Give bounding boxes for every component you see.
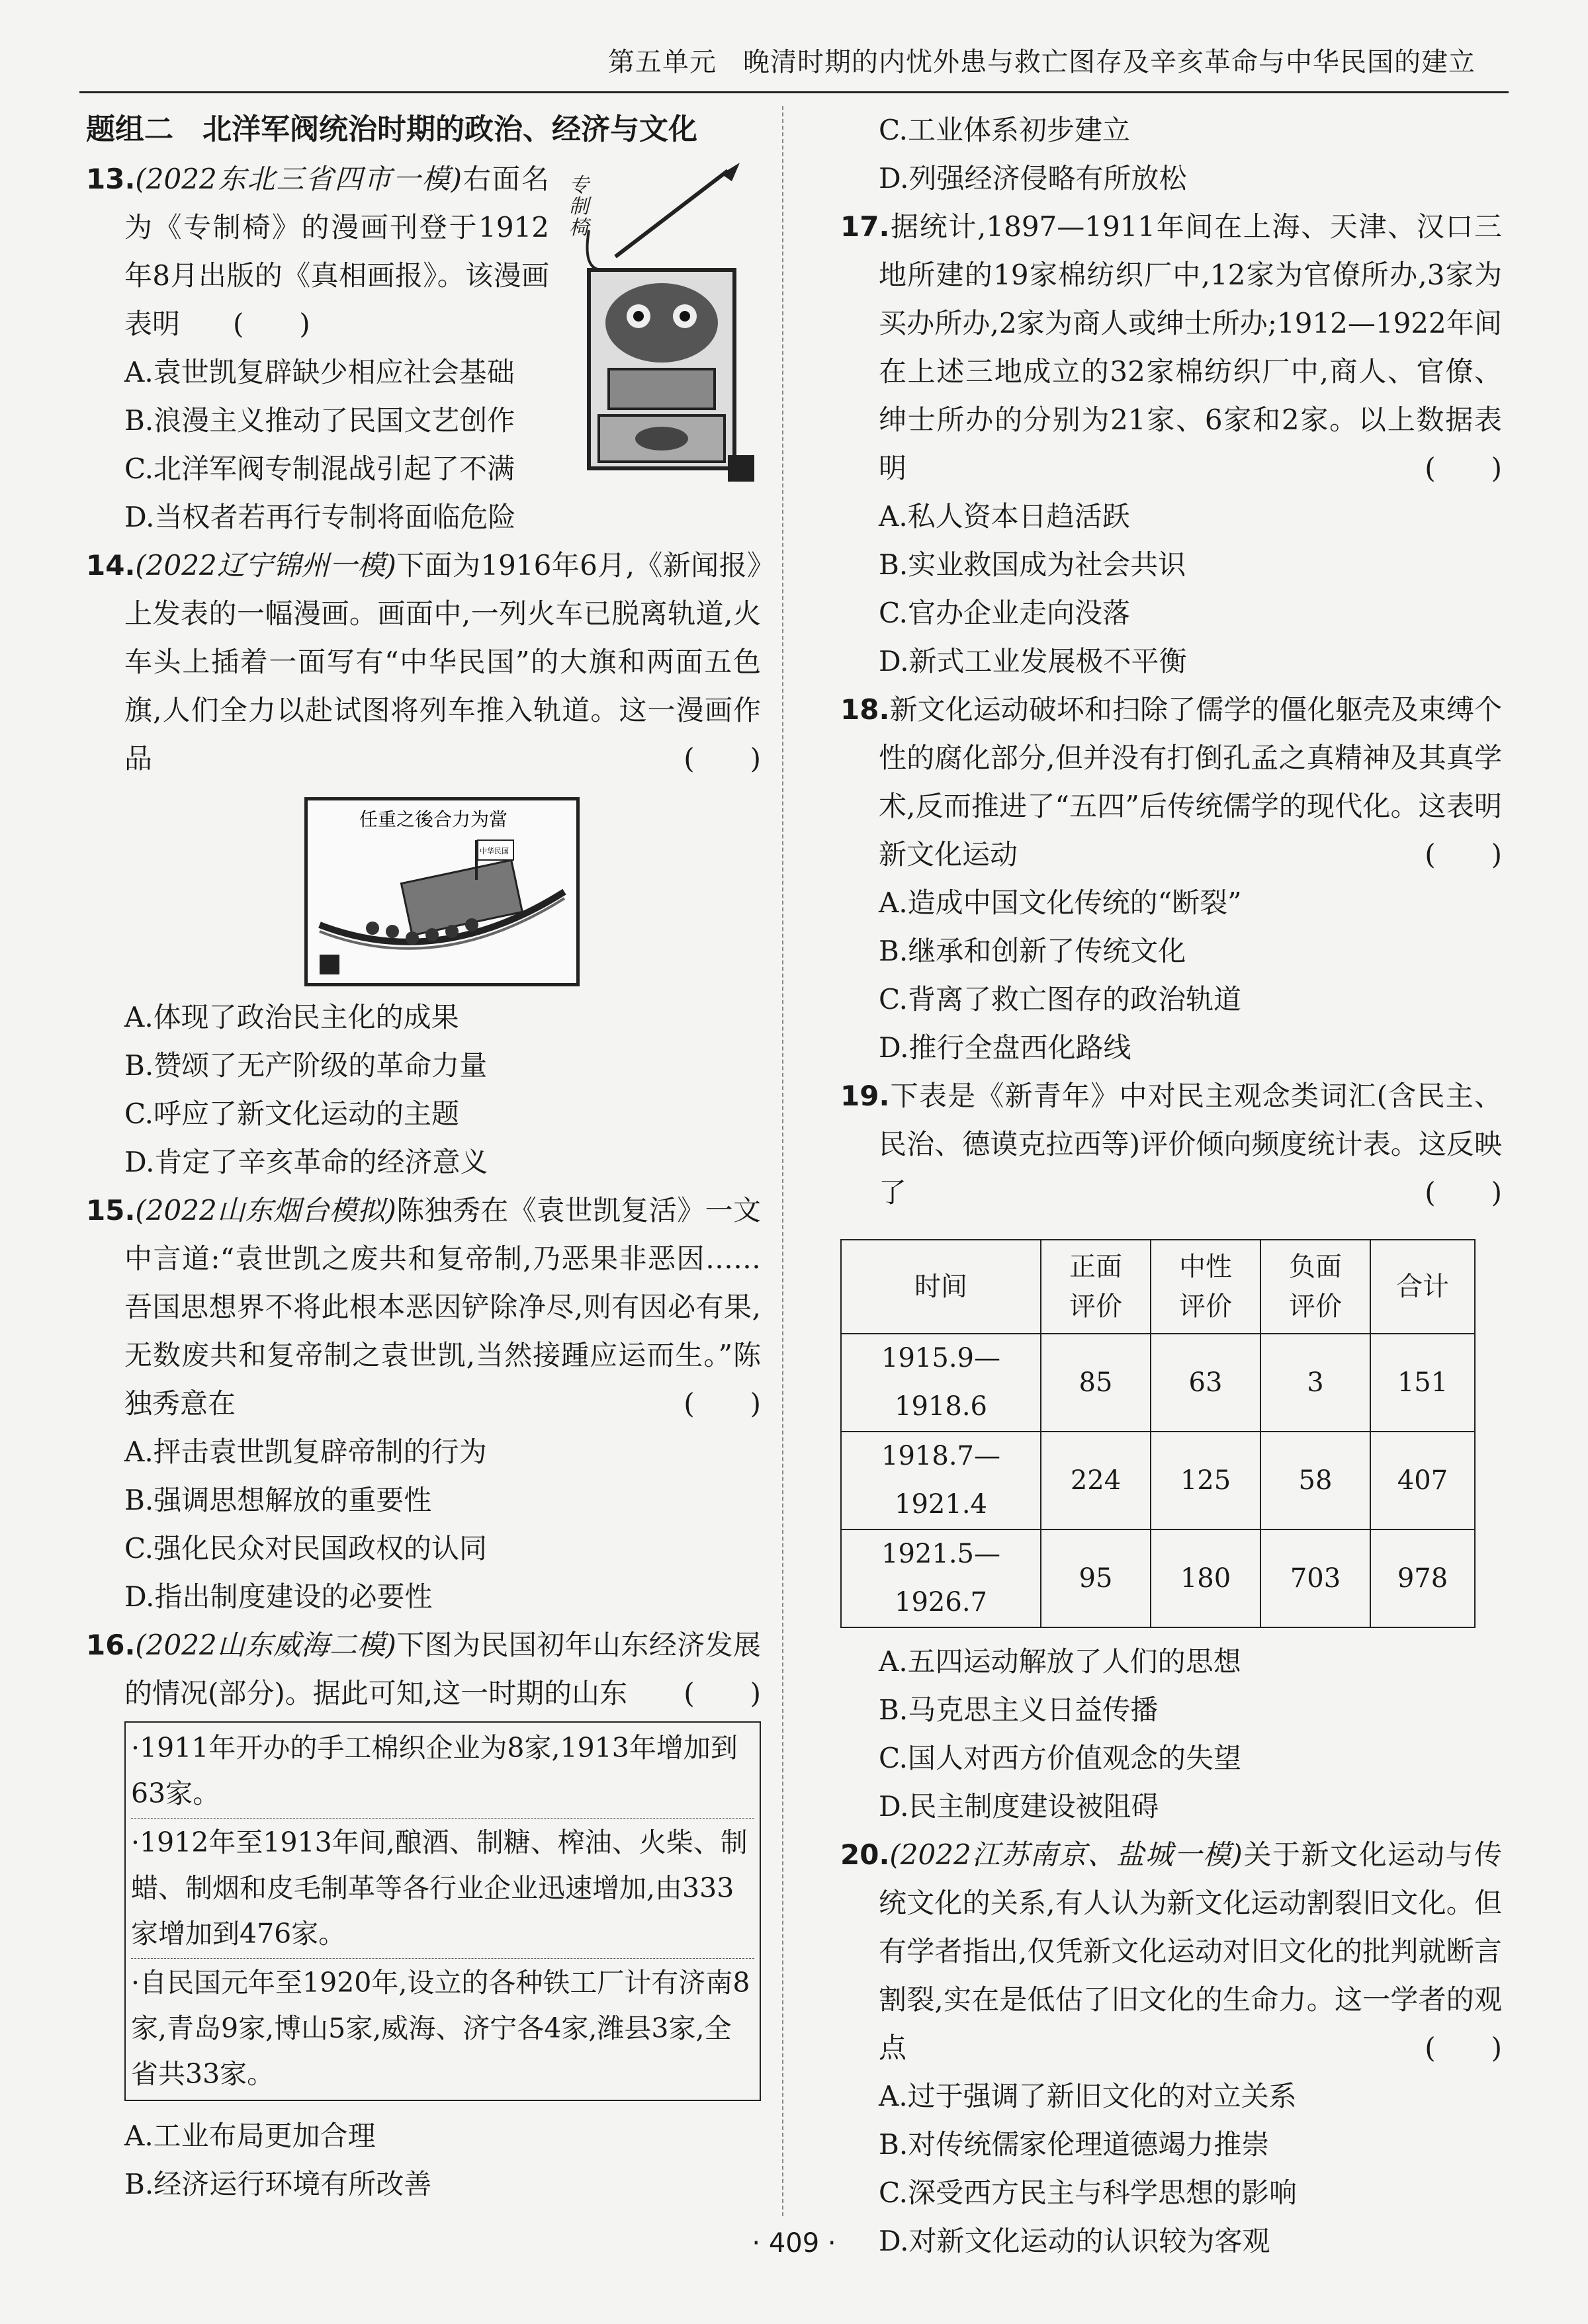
option-14-b[interactable]: B.赞颂了无产阶级的革命力量 — [124, 1049, 488, 1082]
option-16-c[interactable]: C.工业体系初步建立 — [879, 114, 1130, 146]
question-14-source: (2022辽宁锦州一模) — [135, 549, 396, 581]
question-17-stem: 据统计,1897—1911年间在上海、天津、汉口三地所建的19家棉纺织厂中,12家为官僚所办,3家为买办所办,2家为商人或绅士所办;1912—1922年间在上述三地成立的32家棉纺织厂中,商人、官僚、绅士所办的分别为21家、6家和2家。以上数据表明 — [879, 210, 1502, 484]
question-18-stem: 新文化运动破坏和扫除了儒学的僵化躯壳及束缚个性的腐化部分,但并没有打倒孔孟之真精神及其真学术,反而推进了“五四”后传统儒学的现代化。这表明新文化运动 — [879, 693, 1502, 871]
section-title: 题组二 北洋军阀统治时期的政治、经济与文化 — [86, 112, 697, 146]
option-15-c[interactable]: C.强化民众对民国政权的认同 — [124, 1532, 487, 1565]
cell-period: 1915.9—1918.6 — [841, 1334, 1041, 1432]
table-row — [841, 1432, 1475, 1529]
question-19-number: 19. — [840, 1080, 890, 1112]
question-19-stem: 下表是《新青年》中对民主观念类词汇(含民主、民治、德谟克拉西等)评价倾向频度统计表。这反映了 — [879, 1080, 1502, 1209]
left-column — [86, 106, 761, 2208]
question-18-number: 18. — [840, 693, 890, 726]
cell-positive: 95 — [1041, 1529, 1151, 1627]
cartoon-caption-13: 专制椅 — [569, 174, 589, 239]
question-17 — [840, 202, 1502, 685]
option-20-b[interactable]: B.对传统儒家伦理道德竭力推崇 — [879, 2128, 1270, 2161]
option-16-d[interactable]: D.列强经济侵略有所放松 — [879, 162, 1187, 194]
option-17-a[interactable]: A.私人资本日趋活跃 — [879, 500, 1130, 533]
question-13-stem: 右面名为《专制椅》的漫画刊登于1912年8月出版的《真相画报》。该漫画表明 — [124, 163, 549, 340]
question-15 — [86, 1186, 761, 1621]
option-13-b[interactable]: B.浪漫主义推动了民国文艺创作 — [124, 404, 515, 437]
answer-blank-17[interactable]: ( ) — [1425, 452, 1502, 484]
question-15-number: 15. — [86, 1194, 136, 1227]
running-header — [608, 41, 1476, 79]
question-20 — [840, 1830, 1502, 2265]
header-rule — [79, 91, 1509, 93]
column-divider — [782, 106, 783, 2216]
header-period: 时间 — [841, 1240, 1041, 1334]
box-rule — [131, 1958, 754, 1959]
answer-blank-14[interactable]: ( ) — [684, 742, 761, 775]
question-14-number: 14. — [86, 549, 136, 581]
answer-blank-15[interactable]: ( ) — [684, 1387, 761, 1420]
option-13-c[interactable]: C.北洋军阀专制混战引起了不满 — [124, 452, 515, 485]
option-19-b[interactable]: B.马克思主义日益传播 — [879, 1694, 1159, 1726]
table-row — [841, 1334, 1475, 1432]
cartoon-autocratic-chair — [562, 157, 761, 495]
option-18-d[interactable]: D.推行全盘西化路线 — [879, 1031, 1131, 1064]
option-19-c[interactable]: C.国人对西方价值观念的失望 — [879, 1742, 1241, 1774]
cell-negative: 703 — [1260, 1529, 1370, 1627]
question-14 — [86, 541, 761, 1186]
question-15-stem: 陈独秀在《袁世凯复活》一文中言道:“袁世凯之废共和复帝制,乃恶果非恶因……吾国思想界不将此根本恶因铲除净尽,则有因必有果,无数废共和复帝制之袁世凯,当然接踵应运而生。”陈独秀意在 — [124, 1194, 761, 1420]
cell-positive: 85 — [1041, 1334, 1151, 1432]
table-header-row — [841, 1240, 1475, 1334]
train-cartoon-icon — [304, 797, 580, 986]
option-15-a[interactable]: A.抨击袁世凯复辟帝制的行为 — [124, 1436, 487, 1468]
box-rule — [131, 1818, 754, 1819]
option-13-d[interactable]: D.当权者若再行专制将面临危险 — [124, 501, 516, 533]
question-16-source: (2022山东威海二模) — [135, 1629, 396, 1661]
option-14-d[interactable]: D.肯定了辛亥革命的经济意义 — [124, 1146, 488, 1178]
option-14-a[interactable]: A.体现了政治民主化的成果 — [124, 1001, 459, 1033]
header-neutral: 中性评价 — [1151, 1240, 1260, 1334]
question-13 — [86, 155, 761, 541]
header-total: 合计 — [1370, 1240, 1475, 1334]
question-13-source: (2022东北三省四市一模) — [135, 163, 462, 195]
option-15-b[interactable]: B.强调思想解放的重要性 — [124, 1484, 432, 1516]
cell-total: 407 — [1370, 1432, 1475, 1529]
answer-blank-16[interactable]: ( ) — [684, 1677, 761, 1709]
right-column — [840, 106, 1502, 2265]
table-row — [841, 1529, 1475, 1627]
option-16-a[interactable]: A.工业布局更加合理 — [124, 2120, 376, 2152]
cell-period: 1921.5—1926.7 — [841, 1529, 1041, 1627]
answer-blank-20[interactable]: ( ) — [1425, 2032, 1502, 2064]
box-item-1: ·1911年开办的手工棉织企业为8家,1913年增加到63家。 — [131, 1732, 738, 1809]
cell-total: 978 — [1370, 1529, 1475, 1627]
question-17-number: 17. — [840, 210, 890, 243]
option-16-b[interactable]: B.经济运行环境有所改善 — [124, 2168, 432, 2200]
option-20-a[interactable]: A.过于强调了新旧文化的对立关系 — [879, 2080, 1297, 2112]
option-14-c[interactable]: C.呼应了新文化运动的主题 — [124, 1097, 459, 1130]
cell-negative: 3 — [1260, 1334, 1370, 1432]
cell-neutral: 180 — [1151, 1529, 1260, 1627]
cell-negative: 58 — [1260, 1432, 1370, 1529]
box-item-3: ·自民国元年至1920年,设立的各种铁工厂计有济南8家,青岛9家,博山5家,威海、济宁各4家,潍县3家,全省共33家。 — [131, 1967, 750, 2090]
question-16-stem: 下图为民国初年山东经济发展的情况(部分)。据此可知,这一时期的山东 — [124, 1629, 761, 1709]
header-unit: 第五单元 — [608, 47, 717, 77]
option-17-d[interactable]: D.新式工业发展极不平衡 — [879, 645, 1187, 677]
header-title: 晚清时期的内忧外患与救亡图存及辛亥革命与中华民国的建立 — [743, 47, 1476, 77]
header-negative: 负面评价 — [1260, 1240, 1370, 1334]
cell-positive: 224 — [1041, 1432, 1151, 1529]
question-20-source: (2022江苏南京、盐城一模) — [889, 1838, 1243, 1871]
question-14-stem: 下面为1916年6月,《新闻报》上发表的一幅漫画。画面中,一列火车已脱离轨道,火车头上插着一面写有“中华民国”的大旗和两面五色旗,人们全力以赴试图将列车推入轨道。这一漫画作品 — [124, 549, 761, 775]
option-18-b[interactable]: B.继承和创新了传统文化 — [879, 935, 1186, 967]
answer-blank-18[interactable]: ( ) — [1425, 838, 1502, 871]
question-13-number: 13. — [86, 163, 136, 195]
option-17-c[interactable]: C.官办企业走向没落 — [879, 597, 1130, 629]
option-18-c[interactable]: C.背离了救亡图存的政治轨道 — [879, 983, 1241, 1015]
cartoon-caption-14: 任重之後合力为當 — [359, 808, 508, 830]
question-19 — [840, 1072, 1502, 1830]
flag-text: 中华民国 — [480, 847, 509, 855]
option-15-d[interactable]: D.指出制度建设的必要性 — [124, 1580, 433, 1613]
option-20-c[interactable]: C.深受西方民主与科学思想的影响 — [879, 2176, 1297, 2209]
question-18 — [840, 685, 1502, 1072]
question-20-number: 20. — [840, 1838, 890, 1871]
box-item-2: ·1912年至1913年间,酿酒、制糖、榨油、火柴、制蜡、制烟和皮毛制革等各行业企业迅速增加,由333家增加到476家。 — [131, 1827, 748, 1950]
header-positive: 正面评价 — [1041, 1240, 1151, 1334]
cell-neutral: 63 — [1151, 1334, 1260, 1432]
option-18-a[interactable]: A.造成中国文化传统的“断裂” — [879, 886, 1242, 919]
question-15-source: (2022山东烟台模拟) — [135, 1194, 396, 1227]
option-20-d[interactable]: D.对新文化运动的认识较为客观 — [879, 2225, 1270, 2257]
cell-period: 1918.7—1921.4 — [841, 1432, 1041, 1529]
cartoon-train — [304, 797, 576, 982]
cell-total: 151 — [1370, 1334, 1475, 1432]
question-20-stem: 关于新文化运动与传统文化的关系,有人认为新文化运动割裂旧文化。但有学者指出,仅凭新文化运动对旧文化的批判就断言割裂,实在是低估了旧文化的生命力。这一学者的观点 — [879, 1838, 1502, 2064]
page-number: · 409 · — [752, 2228, 836, 2259]
answer-blank-13[interactable]: ( ) — [233, 308, 310, 340]
option-19-a[interactable]: A.五四运动解放了人们的思想 — [879, 1645, 1241, 1678]
option-19-d[interactable]: D.民主制度建设被阻碍 — [879, 1790, 1159, 1823]
answer-blank-19[interactable]: ( ) — [1425, 1176, 1502, 1209]
cell-neutral: 125 — [1151, 1432, 1260, 1529]
question-16 — [86, 1621, 761, 2208]
option-13-a[interactable]: A.袁世凯复辟缺少相应社会基础 — [124, 356, 515, 388]
question-16-number: 16. — [86, 1629, 136, 1661]
democracy-term-table — [840, 1239, 1476, 1628]
option-17-b[interactable]: B.实业救国成为社会共识 — [879, 548, 1186, 581]
shandong-economy-box — [124, 1721, 761, 2101]
